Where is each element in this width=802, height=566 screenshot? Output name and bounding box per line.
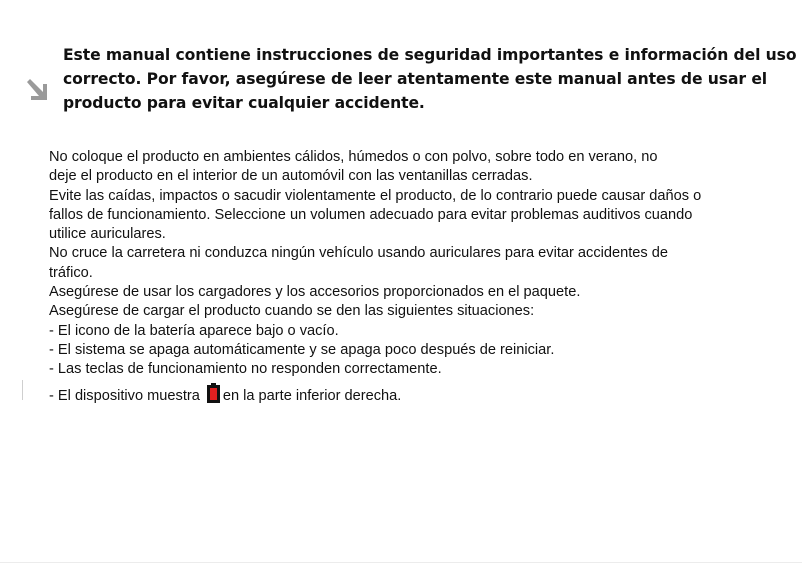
page-bottom-border	[0, 562, 802, 563]
list-item-suffix: en la parte inferior derecha.	[222, 387, 402, 404]
battery-empty-icon	[206, 383, 221, 403]
instruction-line: Asegúrese de usar los cargadores y los accesorios proporcionados en el paquete.	[49, 284, 581, 301]
instruction-line: Asegúrese de cargar el producto cuando se den las siguientes situaciones:	[49, 303, 535, 320]
instruction-line: Evite las caídas, impactos o sacudir violentamente el producto, de lo contrario puede causar daños o	[49, 187, 702, 204]
list-item: - El icono de la batería aparece bajo o vacío.	[49, 322, 339, 339]
arrow-down-right-icon	[24, 77, 50, 103]
instruction-line: No cruce la carretera ni conduzca ningún vehículo usando auriculares para evitar accidentes de	[49, 245, 668, 262]
margin-mark	[22, 380, 23, 400]
safety-instructions	[49, 148, 794, 406]
list-item: - El sistema se apaga automáticamente y se apaga poco después de reiniciar.	[49, 341, 555, 358]
instruction-line: tráfico.	[49, 264, 93, 281]
list-item-prefix: - El dispositivo muestra	[49, 387, 200, 404]
notice-line: correcto. Por favor, asegúrese de leer atentamente este manual antes de usar el	[63, 70, 768, 88]
instruction-line: No coloque el producto en ambientes cálidos, húmedos o con polvo, sobre todo en verano, no	[49, 149, 658, 165]
instruction-line: deje el producto en el interior de un automóvil con las ventanillas cerradas.	[49, 168, 533, 185]
notice-line: Este manual contiene instrucciones de seguridad importantes e información del uso	[63, 46, 797, 64]
notice-line: producto para evitar cualquier accidente.	[63, 94, 425, 112]
list-item: - Las teclas de funcionamiento no responden correctamente.	[49, 361, 442, 378]
safety-notice	[63, 43, 797, 115]
instruction-line: utilice auriculares.	[49, 226, 166, 243]
instruction-line: fallos de funcionamiento. Seleccione un volumen adecuado para evitar problemas auditivos cuando	[49, 206, 693, 223]
list-item-battery	[49, 383, 794, 406]
